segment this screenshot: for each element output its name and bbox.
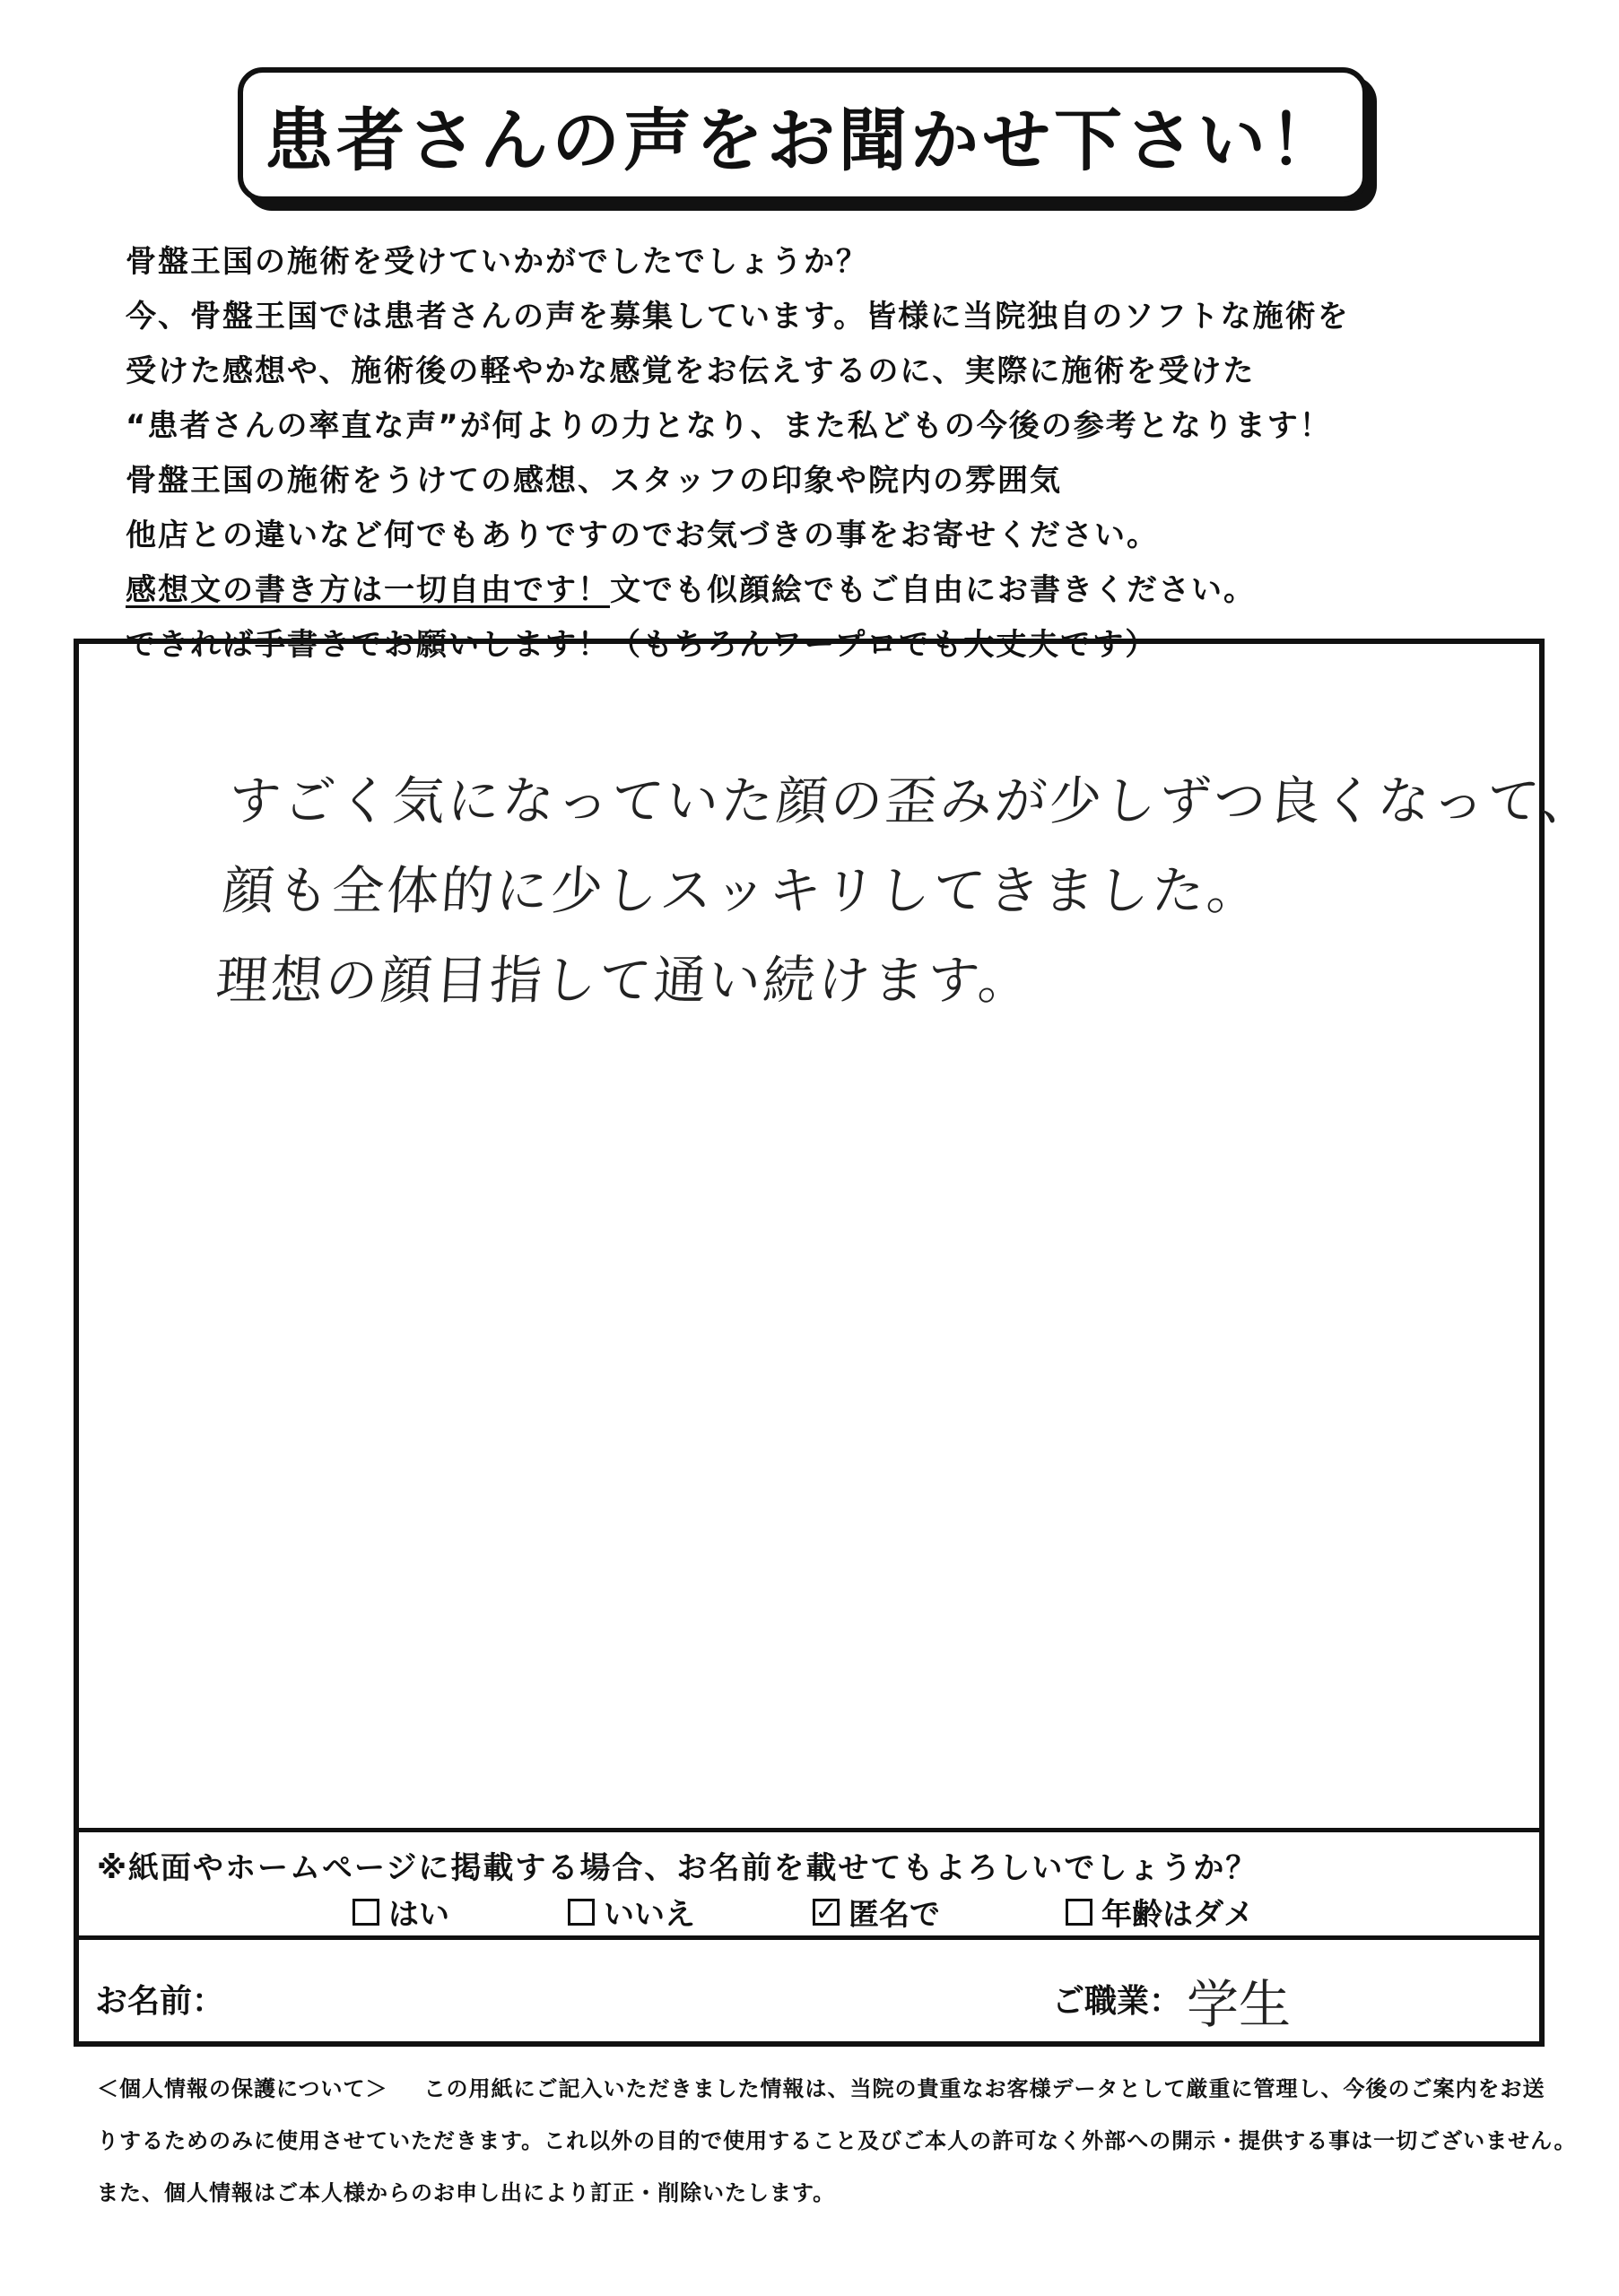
check-mark-icon: ✓ xyxy=(814,1895,838,1927)
checkbox-anonymous[interactable] xyxy=(813,1895,840,1927)
comment-area xyxy=(79,644,1598,1828)
option-label: 匿名で xyxy=(849,1897,940,1933)
name-row xyxy=(79,1935,1539,2047)
option-label: 年齢はダメ xyxy=(1101,1897,1254,1933)
form-frame xyxy=(74,639,1598,2047)
comment-line: すごく気になっていた顔の歪みが少しずつ良くなって、 xyxy=(226,770,1598,831)
comment-line: 理想の顔目指して通い続けます。 xyxy=(213,950,1035,1011)
name-label: お名前： xyxy=(95,1983,225,2020)
privacy-heading: ＜個人情報の保護について＞ xyxy=(97,2076,388,2101)
privacy-text: この用紙にご記入いただきました情報は、当院の貴重なお客様データとして厳重に管理し、今後のご案内をお送 xyxy=(423,2076,1545,2101)
consent-section xyxy=(79,1828,1539,1935)
intro-line: 骨盤王国の施術を受けていかがでしたでしょうか？ xyxy=(126,244,868,280)
title-box xyxy=(238,67,1368,202)
intro-line: できれば手書きでお願いします！（もちろんワープロでも大丈夫です） xyxy=(126,627,1158,663)
checkbox-yes[interactable] xyxy=(353,1899,379,1926)
free-format-rest: 文でも似顔絵でもご自由にお書きください。 xyxy=(610,572,1256,608)
checkbox-no-age[interactable] xyxy=(1066,1899,1092,1926)
option-anonymous[interactable] xyxy=(813,1890,940,1934)
option-label: いいえ xyxy=(604,1897,695,1933)
privacy-line: りするためのみに使用させていただきます。これ以外の目的で使用すること及びご本人の許可なく外部への開示・提供する事は一切ございません。 xyxy=(97,2128,1577,2153)
page-title: 患者さんの声をお聞かせ下さい！ xyxy=(265,100,1341,180)
intro-line: 今、骨盤王国では患者さんの声を募集しています。皆様に当院独自のソフトな施術を xyxy=(126,299,1350,335)
intro-line-free-format xyxy=(126,563,1525,618)
option-no-age[interactable] xyxy=(1066,1890,1254,1934)
intro-line: 骨盤王国の施術をうけての感想、スタッフの印象や院内の雰囲気 xyxy=(126,463,1062,499)
intro-line: 受けた感想や、施術後の軽やかな感覚をお伝えするのに、実際に施術を受けた xyxy=(126,353,1256,389)
comment-line: 顔も全体的に少しスッキリしてきました。 xyxy=(220,860,1264,921)
consent-question: ※紙面やホームページに掲載する場合、お名前を載せてもよろしいでしょうか？ xyxy=(97,1850,1258,1886)
intro-text xyxy=(126,235,1525,673)
privacy-line: また、個人情報はご本人様からのお申し出により訂正・削除いたします。 xyxy=(97,2180,836,2205)
handwritten-comment xyxy=(213,756,1599,1025)
occupation-label: ご職業： xyxy=(1052,1983,1182,2020)
free-format-note: 感想文の書き方は一切自由です！ xyxy=(126,572,610,608)
privacy-notice xyxy=(97,2063,1577,2219)
intro-line: “患者さんの率直な声”が何よりの力となり、また私どもの今後の参考となります！ xyxy=(126,408,1332,444)
option-no[interactable] xyxy=(568,1890,695,1934)
intro-line: 他店との違いなど何でもありですのでお気づきの事をお寄せください。 xyxy=(126,517,1159,553)
occupation-value: 学生 xyxy=(1187,1974,1292,2035)
option-yes[interactable] xyxy=(353,1890,449,1934)
privacy-line xyxy=(97,2063,1550,2115)
option-label: はい xyxy=(388,1897,449,1933)
checkbox-no[interactable] xyxy=(568,1899,595,1926)
